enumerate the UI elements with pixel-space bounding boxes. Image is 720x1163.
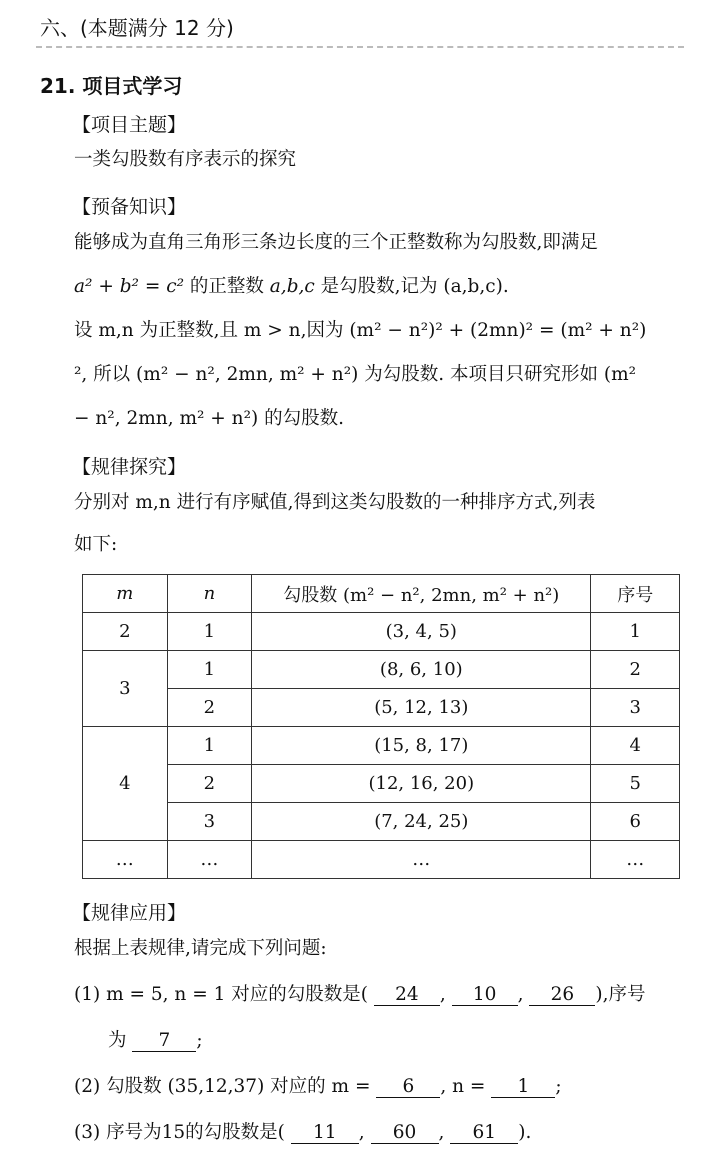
q3-suffix: ). (518, 1122, 532, 1143)
q1-answer-b: 10 (452, 985, 518, 1006)
cell-n: 3 (167, 803, 252, 841)
q2-suffix: ; (555, 1076, 562, 1097)
cell-m: 2 (83, 613, 168, 651)
cell-triple: (3, 4, 5) (252, 613, 591, 651)
explore-heading: 【规律探究】 (72, 456, 187, 478)
q2-answer-n: 1 (491, 1077, 555, 1098)
topic-text: 一类勾股数有序表示的探究 (74, 149, 297, 170)
table-row (83, 765, 680, 803)
cell-n: 2 (167, 689, 252, 727)
prep-line-2-post: 是勾股数,记为 (a,b,c). (314, 276, 509, 297)
q2-answer-m: 6 (376, 1077, 440, 1098)
table-row (83, 727, 680, 765)
cell-triple: (12, 16, 20) (252, 765, 591, 803)
q1-answer-c: 26 (529, 985, 595, 1006)
q3-prefix: (3) 序号为15的勾股数是( (74, 1122, 285, 1143)
cell-n: 1 (167, 651, 252, 689)
prep-line-3: 设 m,n 为正整数,且 m > n,因为 (m² − n²)² + (2mn)² = (m² + n²) (74, 320, 647, 341)
cell-m: … (83, 841, 168, 879)
cell-n: 1 (167, 613, 252, 651)
question-1: (1) m = 5, n = 1 对应的勾股数是( 24 , 10 , 26 ),序号 (74, 984, 646, 1005)
cell-m: 4 (83, 727, 168, 841)
cell-index: 2 (591, 651, 680, 689)
prep-line-2 (74, 272, 684, 303)
table-row (83, 841, 680, 879)
cell-index: 6 (591, 803, 680, 841)
prep-heading: 【预备知识】 (72, 196, 187, 218)
apply-heading: 【规律应用】 (72, 902, 187, 924)
cell-m: 3 (83, 651, 168, 727)
explore-line-2: 如下: (74, 534, 118, 555)
cell-index: 3 (591, 689, 680, 727)
cell-index: 5 (591, 765, 680, 803)
question-3: (3) 序号为15的勾股数是( 11 , 60 , 61 ). (74, 1122, 532, 1143)
cell-index: 4 (591, 727, 680, 765)
q3-answer-b: 60 (371, 1123, 439, 1144)
cell-index: … (591, 841, 680, 879)
header-index: 序号 (591, 575, 680, 613)
cell-n: 2 (167, 765, 252, 803)
question-title (40, 70, 182, 99)
table-row (83, 803, 680, 841)
cell-triple: (15, 8, 17) (252, 727, 591, 765)
question-2 (74, 1072, 562, 1098)
q2-prefix: (2) 勾股数 (35,12,37) 对应的 m = (74, 1076, 371, 1097)
q2-mid: , n = (440, 1076, 486, 1097)
q3-answer-a: 11 (291, 1123, 359, 1144)
q1-answer-a: 24 (374, 985, 440, 1006)
q1-suffix: ),序号 (595, 984, 646, 1005)
q1-line2-prefix: 为 (108, 1030, 127, 1051)
question-name: 项目式学习 (82, 74, 183, 98)
pythagorean-table (82, 574, 680, 879)
prep-line-4: ², 所以 (m² − n², 2mn, m² + n²) 为勾股数. 本项目只研究形如 (m² (74, 364, 637, 385)
header-triple: 勾股数 (m² − n², 2mn, m² + n²) (252, 575, 591, 613)
prep-line-5: − n², 2mn, m² + n²) 的勾股数. (74, 408, 344, 429)
prep-line-2-mid: 的正整数 (184, 276, 270, 297)
table-row (83, 651, 680, 689)
table-row (83, 689, 680, 727)
q1-answer-index: 7 (132, 1031, 196, 1052)
table-row (83, 613, 680, 651)
cell-triple: (8, 6, 10) (252, 651, 591, 689)
q3-answer-c: 61 (450, 1123, 518, 1144)
cell-triple: (7, 24, 25) (252, 803, 591, 841)
section-title: 六、(本题满分 12 分) (40, 16, 234, 40)
cell-n: 1 (167, 727, 252, 765)
prep-vars: a,b,c (269, 276, 315, 297)
table-header-row (83, 575, 680, 613)
cell-triple: (5, 12, 13) (252, 689, 591, 727)
cell-n: … (167, 841, 252, 879)
question-number: 21. (40, 74, 76, 98)
explore-line-1: 分别对 m,n 进行有序赋值,得到这类勾股数的一种排序方式,列表 (74, 492, 596, 513)
header-m: m (83, 575, 168, 613)
apply-intro: 根据上表规律,请完成下列问题: (74, 938, 327, 959)
cell-triple: … (252, 841, 591, 879)
pythagorean-equation: a² + b² = c² (74, 276, 185, 297)
dashed-divider (36, 46, 684, 48)
cell-index: 1 (591, 613, 680, 651)
q1-prefix: (1) m = 5, n = 1 对应的勾股数是( (74, 984, 368, 1005)
prep-line-1: 能够成为直角三角形三条边长度的三个正整数称为勾股数,即满足 (74, 232, 598, 253)
topic-heading: 【项目主题】 (72, 114, 187, 136)
q1-line2-suffix: ; (196, 1030, 203, 1051)
question-1-line-2 (108, 1026, 203, 1052)
header-n: n (167, 575, 252, 613)
